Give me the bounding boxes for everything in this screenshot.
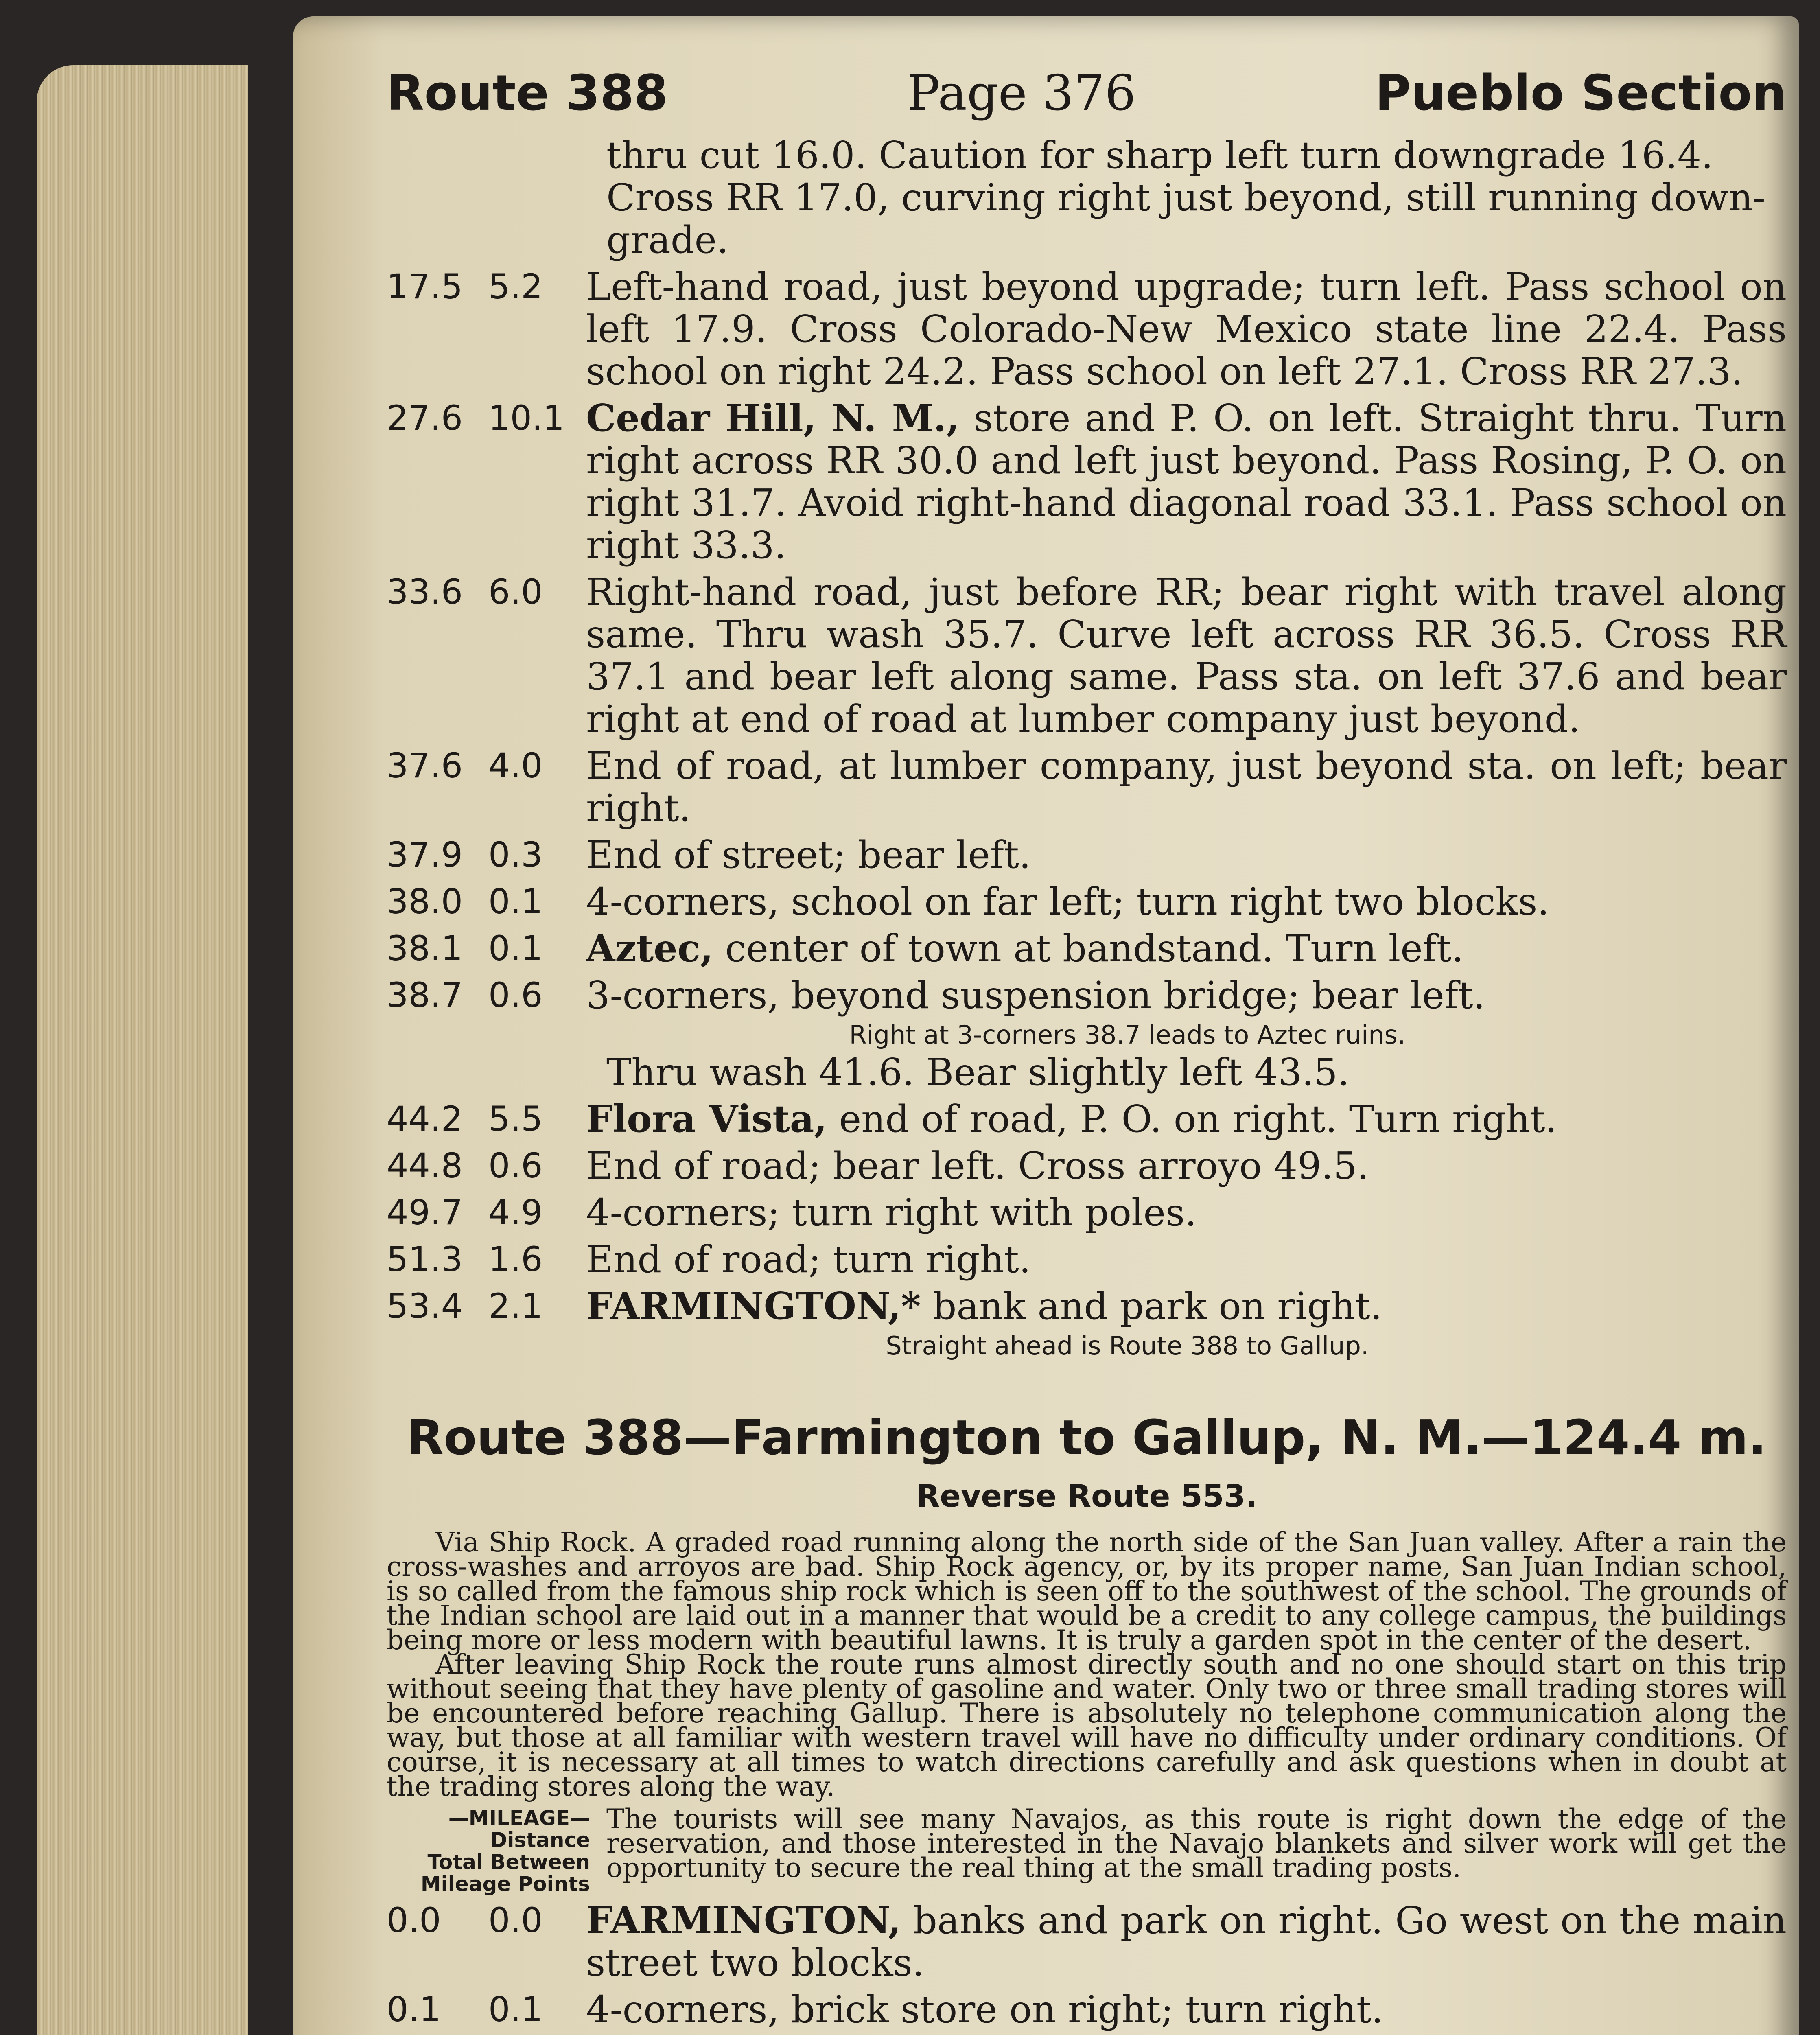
entry-text xyxy=(586,834,1787,876)
route-entry xyxy=(387,1191,1787,1234)
distance-between: 4.0 xyxy=(488,746,543,786)
route-entry xyxy=(387,1144,1787,1187)
total-mileage: 17.5 xyxy=(387,267,463,306)
entry-text xyxy=(586,927,1787,970)
directions: store and P. O. on left. Straight thru. Turn right across RR 30.0 and left just beyond. Pass Rosing, P. O. on right 31.7. Avoid right-hand diagonal road 33.1. Pass school on right 33.3. xyxy=(586,396,1787,567)
total-mileage: 38.7 xyxy=(387,975,463,1015)
mileage-label: Mileage Points xyxy=(420,1872,590,1896)
total-mileage: 27.6 xyxy=(387,398,463,438)
distance-between: 0.6 xyxy=(488,975,543,1015)
entry-text xyxy=(586,1191,1787,1234)
distance-between: 1.6 xyxy=(488,1239,543,1279)
distance-between: 6.0 xyxy=(488,572,543,612)
distance-between: 0.0 xyxy=(488,1900,543,1940)
route-entry xyxy=(387,1988,1787,2031)
total-mileage: 44.8 xyxy=(387,1146,463,1186)
distance-between: 5.2 xyxy=(488,267,543,306)
distance-between: 4.9 xyxy=(488,1193,543,1232)
route-entry xyxy=(387,927,1787,970)
route-note: Straight ahead is Route 388 to Gallup. xyxy=(886,1331,1369,1361)
total-mileage: 49.7 xyxy=(387,1193,463,1232)
mileage-label: Total Between xyxy=(427,1850,590,1874)
total-mileage: 53.4 xyxy=(387,1286,463,1326)
reverse-route: Reverse Route 553. xyxy=(916,1478,1258,1514)
distance-between: 0.1 xyxy=(488,882,543,921)
route-entry xyxy=(387,571,1787,740)
running-head xyxy=(387,65,1787,134)
directions: Right-hand road, just before RR; bear right with travel along same. Thru wash 35.7. Curve left across RR 36.5. Cross RR 37.1 and bear left along same. Pass sta. on left 37.6 and bear right at end of road at lumber company just beyond. xyxy=(586,570,1787,741)
total-mileage: 38.1 xyxy=(387,928,463,968)
directions: End of road, at lumber company, just beyond sta. on left; bear right. xyxy=(586,744,1787,830)
text-line: Thru wash 41.6. Bear slightly left 43.5. xyxy=(606,1050,1350,1094)
distance-between: 0.3 xyxy=(488,835,543,875)
entry-text xyxy=(586,571,1787,740)
directions: Left-hand road, just beyond upgrade; turn left. Pass school on left 17.9. Cross Colorado-New Mexico state line 22.4. Pass school on right 24.2. Pass school on left 27.1. Cross RR 27.3. xyxy=(586,265,1787,393)
route-entry xyxy=(387,1098,1787,1140)
entry-text xyxy=(586,397,1787,567)
mileage-label: Distance xyxy=(490,1828,590,1852)
route-entry xyxy=(387,880,1787,923)
intro-paragraph: Via Ship Rock. A graded road running along the north side of the San Juan valley. After a rain the cross-washes and arroyos are bad. Ship Rock agency, or, by its proper name, San Juan Indian school, is so called from the famous ship rock which is seen off to the southwest of the school. The grounds of the Indian school are laid out in a manner that would be a credit to any college campus, the buildings being more or less modern with beautiful lawns. It is truly a garden spot in the center of the desert. xyxy=(387,1527,1787,1656)
directions: 4-corners; turn right with poles. xyxy=(586,1191,1197,1234)
entry-text xyxy=(586,974,1787,1017)
route-entries-1b xyxy=(387,1098,1787,1328)
route-entries-2 xyxy=(387,1899,1787,2035)
route-note: Right at 3-corners 38.7 leads to Aztec ruins. xyxy=(849,1020,1406,1050)
page-content xyxy=(387,65,1787,2035)
place-name: Cedar Hill, N. M., xyxy=(586,396,960,440)
directions: End of road; turn right. xyxy=(586,1238,1031,1281)
route-entry xyxy=(387,1285,1787,1328)
total-mileage: 38.0 xyxy=(387,882,463,921)
route-title: Route 388—Farmington to Gallup, N. M.—124.4 m. xyxy=(407,1409,1767,1466)
distance-between: 10.1 xyxy=(488,398,565,438)
directions: banks and park on right. Go west on the main street two blocks. xyxy=(586,1899,1787,1985)
place-name: Aztec, xyxy=(586,926,713,970)
total-mileage: 37.6 xyxy=(387,746,463,786)
book-page-edges xyxy=(37,65,248,2035)
text-line: thru cut 16.0. Caution for sharp left turn downgrade 16.4. xyxy=(606,133,1713,177)
directions: end of road, P. O. on right. Turn right. xyxy=(827,1097,1557,1141)
total-mileage: 0.0 xyxy=(387,1900,441,1940)
entry-text xyxy=(586,265,1787,393)
total-mileage: 33.6 xyxy=(387,572,463,612)
place-name: Flora Vista, xyxy=(586,1097,827,1141)
directions: center of town at bandstand. Turn left. xyxy=(713,927,1463,970)
route-entry xyxy=(387,1238,1787,1281)
intro-last-paragraph: The tourists will see many Navajos, as this route is right down the edge of the reservation, and those interested in the Navajo blankets and silver work will get the opportunity to secure the real thing at the small trading posts. xyxy=(606,1803,1787,1884)
distance-between: 0.1 xyxy=(488,1989,543,2029)
route-entry xyxy=(387,397,1787,567)
directions: 4-corners, school on far left; turn right two blocks. xyxy=(586,880,1549,923)
place-name: FARMINGTON, xyxy=(586,1898,901,1942)
total-mileage: 51.3 xyxy=(387,1239,463,1279)
entry-text xyxy=(586,1285,1787,1328)
route-entry xyxy=(387,974,1787,1017)
entry-text xyxy=(586,1899,1787,1984)
mileage-legend xyxy=(387,1807,606,1895)
route-entries-1 xyxy=(387,265,1787,1017)
text-line: Cross RR 17.0, curving right just beyond, still running down- xyxy=(606,176,1766,219)
distance-between: 5.5 xyxy=(488,1099,543,1139)
entry-text xyxy=(586,1098,1787,1140)
entry-text xyxy=(586,880,1787,923)
route-number: Route 388 xyxy=(387,65,668,122)
directions: 4-corners, brick store on right; turn right. xyxy=(586,1988,1384,2031)
route-entry xyxy=(387,834,1787,876)
entry-text xyxy=(586,1144,1787,1187)
entry-text xyxy=(586,1988,1787,2031)
directions: End of road; bear left. Cross arroyo 49.5. xyxy=(586,1144,1369,1188)
section-name: Pueblo Section xyxy=(1375,65,1787,122)
mileage-title: —MILEAGE— xyxy=(448,1806,590,1830)
directions: bank and park on right. xyxy=(921,1284,1382,1328)
total-mileage: 37.9 xyxy=(387,835,463,875)
entry-text xyxy=(586,1238,1787,1281)
total-mileage: 44.2 xyxy=(387,1099,463,1139)
total-mileage: 0.1 xyxy=(387,1989,441,2029)
mileage-block xyxy=(387,1803,1787,1896)
route-entry xyxy=(387,265,1787,393)
distance-between: 0.1 xyxy=(488,928,543,968)
route-entry xyxy=(387,1899,1787,1984)
entry-text xyxy=(586,744,1787,829)
distance-between: 2.1 xyxy=(488,1286,543,1326)
place-name: FARMINGTON,* xyxy=(586,1284,921,1328)
text-line: grade. xyxy=(606,218,729,262)
directions: End of street; bear left. xyxy=(586,833,1031,877)
page-number: Page 376 xyxy=(907,65,1136,122)
intro-paragraph: After leaving Ship Rock the route runs almost directly south and no one should start on this trip without seeing that they have plenty of gasoline and water. Only two or three small trading stores will be encountered before reaching Gallup. There is absolutely no telephone communication along the way, but those at all familiar with western travel will have no difficulty under ordinary conditions. Of course, it is necessary at all times to watch directions carefully and ask questions when in doubt at the trading stores along the way. xyxy=(387,1649,1787,1802)
opening-lines xyxy=(387,134,1787,261)
directions: 3-corners, beyond suspension bridge; bear left. xyxy=(586,974,1485,1017)
distance-between: 0.6 xyxy=(488,1146,543,1186)
route-entry xyxy=(387,744,1787,829)
